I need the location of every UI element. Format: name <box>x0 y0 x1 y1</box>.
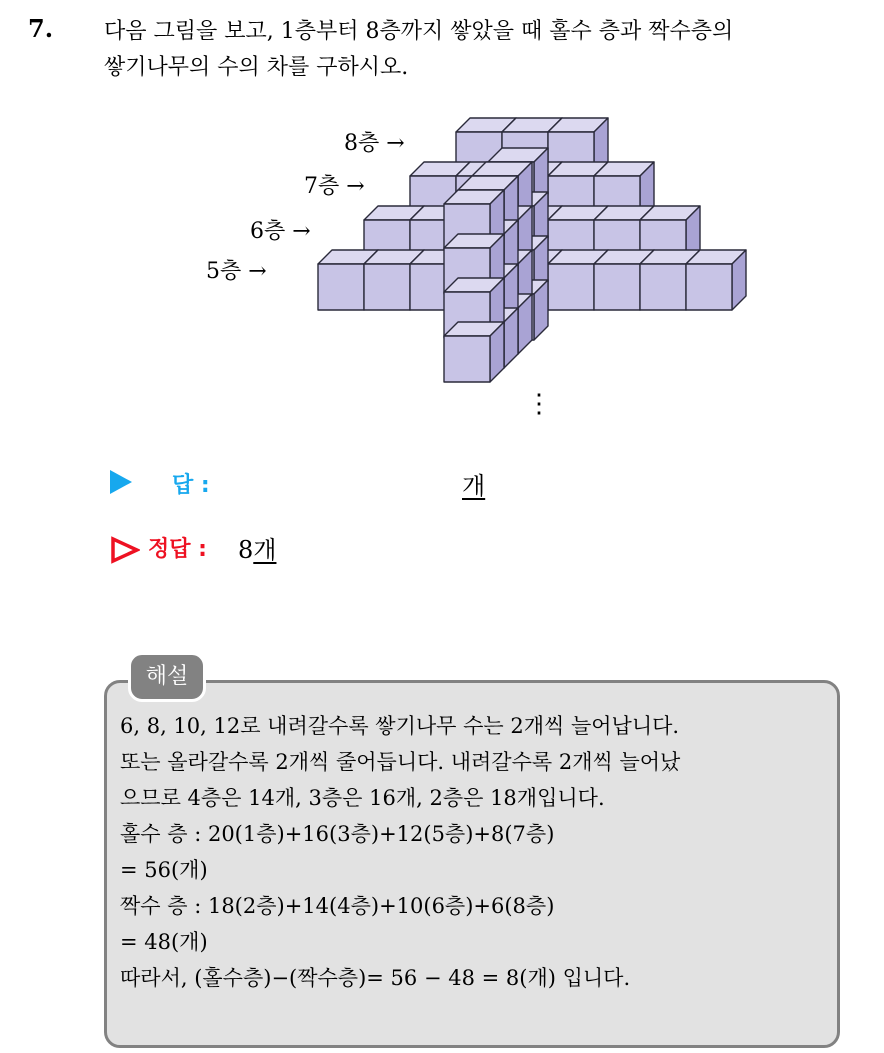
explanation-line-8: 따라서, (홀수층)−(짝수층)= 56 − 48 = 8(개) 입니다. <box>120 966 631 990</box>
floor-label-7: 7층 → <box>304 174 365 199</box>
explanation-line-2: 또는 올라갈수록 2개씩 줄어듭니다. 내려갈수록 2개씩 늘어났 <box>120 750 681 774</box>
stacked-cubes-figure <box>200 112 760 432</box>
explanation-line-1: 6, 8, 10, 12로 내려갈수록 쌓기나무 수는 2개씩 늘어납니다. <box>120 714 680 738</box>
cube-front <box>364 264 410 310</box>
question-text <box>104 14 874 86</box>
floor-label-6: 6층 → <box>250 219 311 244</box>
cube-front <box>594 264 640 310</box>
answer-label: 답 : <box>172 473 210 498</box>
question-line-2: 쌓기나무의 수의 차를 구하시오. <box>104 55 409 80</box>
correct-number: 8 <box>238 536 254 564</box>
floor-label-5: 5층 → <box>206 259 267 284</box>
correct-unit: 개 <box>253 536 277 564</box>
question-number: 7. <box>28 14 54 43</box>
cube-front <box>548 264 594 310</box>
explanation-text <box>120 708 830 996</box>
explanation-tag: 해설 <box>128 652 206 702</box>
ellipsis: ⋮ <box>526 389 552 419</box>
answer-row <box>110 466 510 506</box>
answer-unit: 개 <box>462 472 486 500</box>
explanation-line-3: 으므로 4층은 14개, 3층은 16개, 2층은 18개입니다. <box>120 786 605 810</box>
cubes-drawing <box>200 112 760 432</box>
cube-front <box>318 264 364 310</box>
correct-arrow-icon <box>110 536 140 564</box>
cube-front <box>686 264 732 310</box>
cube-front <box>640 264 686 310</box>
explanation-line-6: 짝수 층 : 18(2층)+14(4층)+10(6층)+6(8층) <box>120 894 555 918</box>
correct-label: 정답 : <box>148 537 207 562</box>
correct-value <box>238 530 276 565</box>
explanation-line-5: = 56(개) <box>120 858 208 882</box>
answer-arrow-icon <box>110 470 132 494</box>
explanation-line-7: = 48(개) <box>120 930 208 954</box>
floor-label-8: 8층 → <box>344 131 405 156</box>
question-line-1: 다음 그림을 보고, 1층부터 8층까지 쌓았을 때 홀수 층과 짝수층의 <box>104 19 734 44</box>
correct-answer-row <box>110 530 510 570</box>
cube-front <box>444 336 490 382</box>
explanation-line-4: 홀수 층 : 20(1층)+16(3층)+12(5층)+8(7층) <box>120 822 555 846</box>
